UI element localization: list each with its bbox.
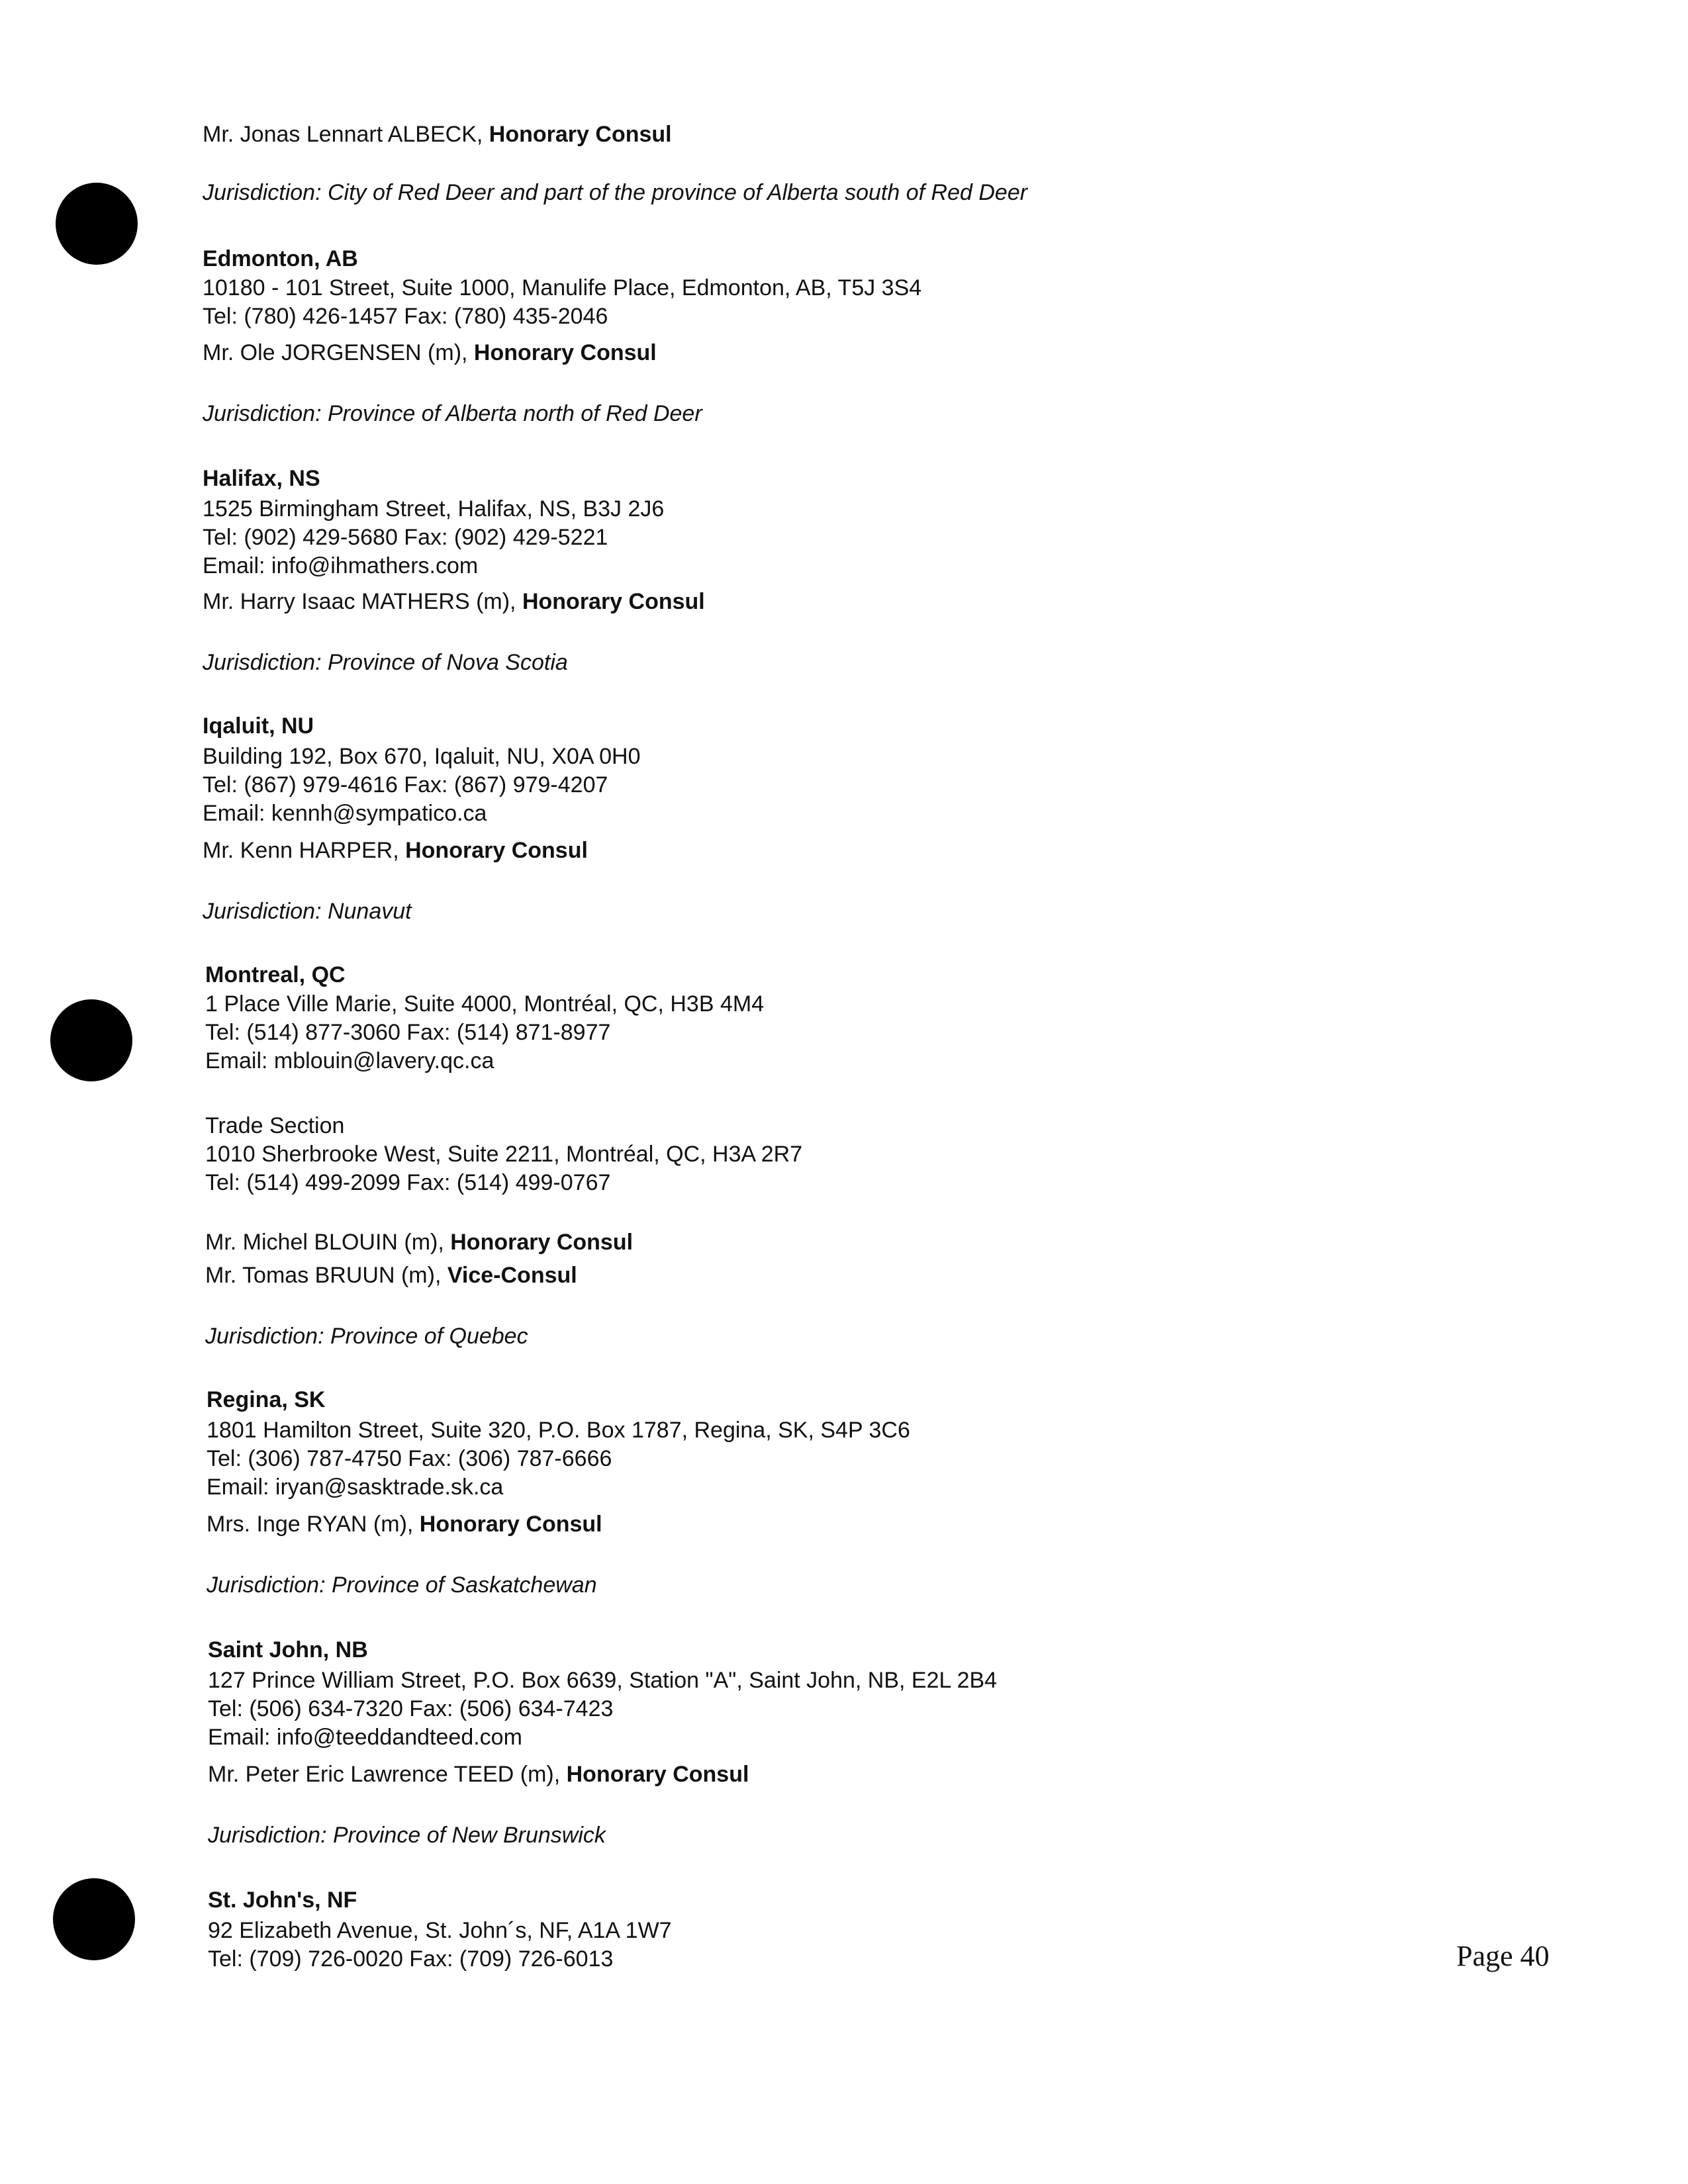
consul-name-line: [203, 837, 588, 865]
jurisdiction-label: Jurisdiction:: [203, 401, 322, 426]
vice-consul-name-line: [205, 1261, 577, 1290]
jurisdiction-value: Nunavut: [321, 899, 412, 924]
city-heading: Halifax, NS: [203, 466, 320, 491]
jurisdiction-value: Province of Saskatchewan: [325, 1572, 597, 1598]
jurisdiction: [203, 649, 568, 677]
address: 127 Prince William Street, P.O. Box 6639, Station "A", Saint John, NB, E2L 2B4: [208, 1668, 998, 1693]
consul-title: Honorary Consul: [489, 122, 672, 147]
jurisdiction-label: Jurisdiction:: [205, 1324, 324, 1349]
consul-name: Mr. Kenn HARPER,: [203, 838, 406, 863]
consul-name: Mr. Jonas Lennart ALBECK,: [203, 122, 489, 147]
consul-title: Honorary Consul: [405, 838, 588, 863]
trade-section-address: 1010 Sherbrooke West, Suite 2211, Montréal, QC, H3A 2R7: [205, 1142, 803, 1167]
jurisdiction-label: Jurisdiction:: [203, 650, 322, 675]
phone-fax: Tel: (709) 726-0020 Fax: (709) 726-6013: [208, 1946, 614, 1972]
email: Email: info@ihmathers.com: [203, 553, 479, 578]
consul-name: Mr. Harry Isaac MATHERS (m),: [203, 589, 522, 614]
consul-title: Honorary Consul: [522, 589, 705, 614]
consul-name-line: [203, 588, 705, 616]
address: 1801 Hamilton Street, Suite 320, P.O. Box 1787, Regina, SK, S4P 3C6: [207, 1418, 910, 1443]
phone-fax: Tel: (306) 787-4750 Fax: (306) 787-6666: [207, 1446, 612, 1471]
address: 1 Place Ville Marie, Suite 4000, Montréal, QC, H3B 4M4: [205, 991, 765, 1017]
email: Email: mblouin@lavery.qc.ca: [205, 1048, 494, 1073]
consul-name-line: [208, 1760, 749, 1789]
city-heading: St. John's, NF: [208, 1888, 357, 1913]
jurisdiction-value: Province of New Brunswick: [326, 1823, 606, 1848]
consul-name: Mrs. Inge RYAN (m),: [207, 1512, 420, 1537]
consul-name-line: [207, 1510, 602, 1539]
jurisdiction: [203, 897, 412, 926]
jurisdiction-value: Province of Nova Scotia: [321, 650, 568, 675]
vice-consul-name: Mr. Tomas BRUUN (m),: [205, 1263, 447, 1288]
phone-fax: Tel: (506) 634-7320 Fax: (506) 634-7423: [208, 1696, 614, 1721]
email: Email: iryan@sasktrade.sk.ca: [207, 1475, 504, 1500]
consul-title: Honorary Consul: [450, 1230, 633, 1255]
address: 10180 - 101 Street, Suite 1000, Manulife Place, Edmonton, AB, T5J 3S4: [203, 275, 922, 300]
address: 92 Elizabeth Avenue, St. John´s, NF, A1A 1W7: [208, 1918, 672, 1943]
email: Email: info@teeddandteed.com: [208, 1725, 522, 1750]
consul-title: Honorary Consul: [419, 1512, 602, 1537]
phone-fax: Tel: (780) 426-1457 Fax: (780) 435-2046: [203, 304, 608, 329]
jurisdiction: [203, 400, 702, 428]
jurisdiction: [203, 179, 1027, 207]
address: Building 192, Box 670, Iqaluit, NU, X0A 0H0: [203, 744, 641, 769]
punch-hole-bottom: [53, 1878, 135, 1960]
vice-consul-title: Vice-Consul: [447, 1263, 577, 1288]
trade-section-heading: Trade Section: [205, 1113, 345, 1138]
address: 1525 Birmingham Street, Halifax, NS, B3J 2J6: [203, 496, 665, 522]
jurisdiction: [208, 1821, 606, 1850]
city-heading: Montreal, QC: [205, 962, 346, 987]
punch-hole-middle: [50, 999, 132, 1081]
consul-name-line: [203, 339, 657, 367]
trade-section-phone-fax: Tel: (514) 499-2099 Fax: (514) 499-0767: [205, 1170, 611, 1195]
phone-fax: Tel: (514) 877-3060 Fax: (514) 871-8977: [205, 1020, 611, 1045]
consul-name: Mr. Peter Eric Lawrence TEED (m),: [208, 1762, 567, 1787]
consul-name-line: [203, 120, 672, 149]
jurisdiction: [207, 1571, 597, 1600]
phone-fax: Tel: (867) 979-4616 Fax: (867) 979-4207: [203, 772, 608, 797]
punch-hole-top: [56, 183, 138, 265]
jurisdiction-value: Province of Alberta north of Red Deer: [321, 401, 702, 426]
consul-name: Mr. Michel BLOUIN (m),: [205, 1230, 451, 1255]
city-heading: Iqaluit, NU: [203, 713, 314, 739]
city-heading: Edmonton, AB: [203, 246, 358, 271]
jurisdiction-label: Jurisdiction:: [203, 899, 322, 924]
email: Email: kennh@sympatico.ca: [203, 801, 487, 826]
phone-fax: Tel: (902) 429-5680 Fax: (902) 429-5221: [203, 525, 608, 550]
jurisdiction-value: Province of Quebec: [324, 1324, 528, 1349]
jurisdiction-label: Jurisdiction:: [203, 180, 322, 205]
jurisdiction: [205, 1322, 528, 1351]
jurisdiction-label: Jurisdiction:: [207, 1572, 326, 1598]
consul-name: Mr. Ole JORGENSEN (m),: [203, 340, 474, 365]
consul-name-line: [205, 1228, 633, 1257]
jurisdiction-label: Jurisdiction:: [208, 1823, 327, 1848]
consul-title: Honorary Consul: [473, 340, 657, 365]
jurisdiction-value: City of Red Deer and part of the province of Alberta south of Red Deer: [321, 180, 1028, 205]
city-heading: Regina, SK: [207, 1387, 326, 1412]
page-number: Page 40: [1456, 1940, 1550, 1972]
consul-title: Honorary Consul: [566, 1762, 749, 1787]
city-heading: Saint John, NB: [208, 1637, 368, 1662]
